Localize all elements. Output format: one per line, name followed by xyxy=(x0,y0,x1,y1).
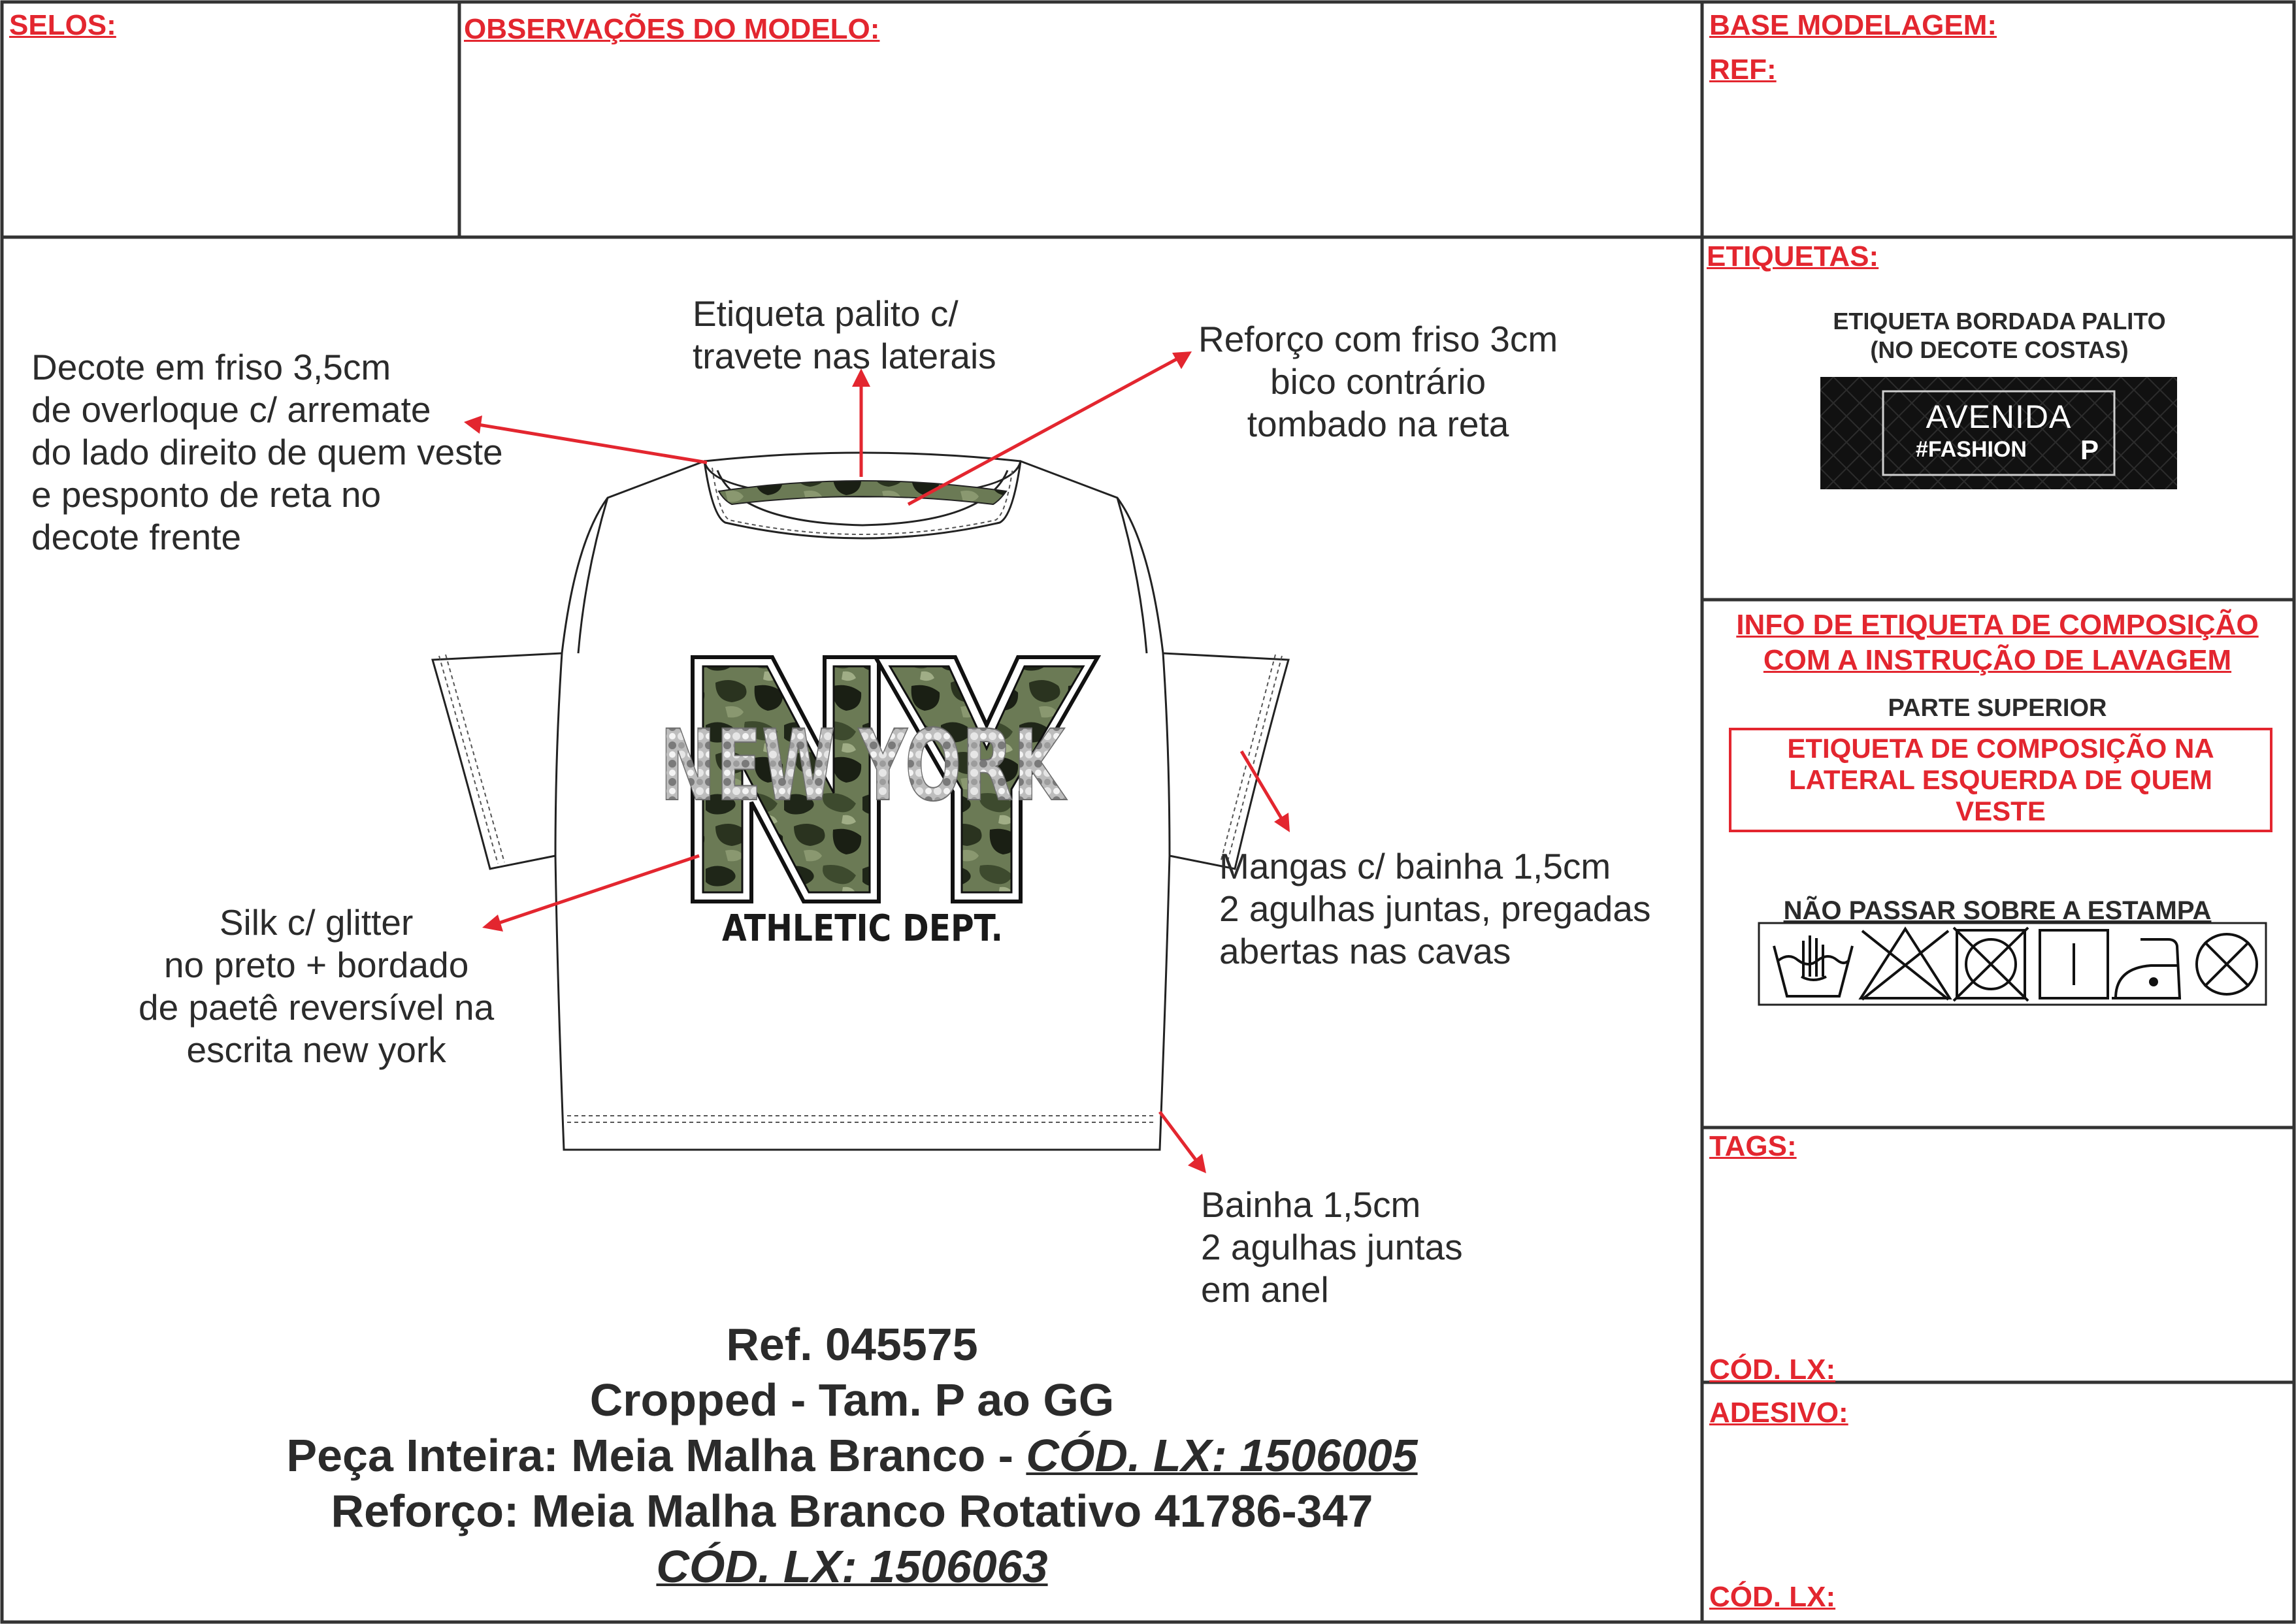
etiqueta-bordada-line2: (NO DECOTE COSTAS) xyxy=(1870,336,2129,363)
brand-sub: #FASHION xyxy=(1915,437,2027,462)
peca-prefix: Peça Inteira: Meia Malha Branco - xyxy=(286,1430,1026,1481)
tags-cod-label: CÓD. LX: xyxy=(1709,1354,1836,1386)
peca-cod: CÓD. LX: 1506005 xyxy=(1026,1430,1418,1481)
annotation-reforco: Reforço com friso 3cm bico contrário tombado na reta xyxy=(1198,319,1558,444)
ref-line: Ref. 045575 xyxy=(726,1319,978,1370)
info-title-line1: INFO DE ETIQUETA DE COMPOSIÇÃO xyxy=(1736,609,2259,641)
adesivo-cod-label: CÓD. LX: xyxy=(1709,1581,1836,1613)
peca-line xyxy=(2,1428,1702,1484)
reforco-line: Reforço: Meia Malha Branco Rotativo 41786-347 xyxy=(331,1486,1373,1536)
etiquetas-label: ETIQUETAS: xyxy=(1707,240,1879,272)
composicao-line3: VESTE xyxy=(1956,796,2046,826)
spec-block xyxy=(2,1317,1702,1595)
etiqueta-bordada-line1: ETIQUETA BORDADA PALITO xyxy=(1833,308,2166,334)
ref-label: REF: xyxy=(1709,54,1777,86)
tags-label: TAGS: xyxy=(1709,1130,1797,1162)
brand-size: P xyxy=(2080,434,2099,465)
reforco-cod-line xyxy=(2,1539,1702,1595)
parte-superior: PARTE SUPERIOR xyxy=(1888,694,2107,722)
annotation-bainha: Bainha 1,5cm 2 agulhas juntas em anel xyxy=(1201,1184,1463,1310)
annotation-decote: Decote em friso 3,5cm de overloque c/ arremate do lado direito de quem veste e pesponto de reta no decote frente xyxy=(31,347,503,557)
athletic-dept-text: ATHLETIC DEPT. xyxy=(722,907,1003,950)
base-modelagem-label: BASE MODELAGEM: xyxy=(1709,9,1997,41)
reforco-cod: CÓD. LX: 1506063 xyxy=(656,1541,1048,1592)
brand-name: AVENIDA xyxy=(1926,398,2072,435)
composicao-line1: ETIQUETA DE COMPOSIÇÃO NA xyxy=(1787,733,2214,764)
cropped-line: Cropped - Tam. P ao GG xyxy=(589,1374,1115,1425)
observacoes-label: OBSERVAÇÕES DO MODELO: xyxy=(464,13,880,45)
new-york-overlay: NEW YORK xyxy=(660,709,1068,823)
annotation-mangas: Mangas c/ bainha 1,5cm 2 agulhas juntas, pregadas abertas nas cavas xyxy=(1219,846,1651,971)
annotation-silk: Silk c/ glitter no preto + bordado de paetê reversível na escrita new york xyxy=(139,902,495,1070)
info-title-line2: COM A INSTRUÇÃO DE LAVAGEM xyxy=(1763,644,2232,676)
annotation-etiqueta-palito: Etiqueta palito c/ travete nas laterais xyxy=(693,293,996,376)
nao-passar-text: NÃO PASSAR SOBRE A ESTAMPA xyxy=(1783,896,2212,925)
selos-label: SELOS: xyxy=(9,9,116,41)
composicao-line2: LATERAL ESQUERDA DE QUEM xyxy=(1789,764,2212,795)
adesivo-label: ADESIVO: xyxy=(1709,1397,1848,1429)
